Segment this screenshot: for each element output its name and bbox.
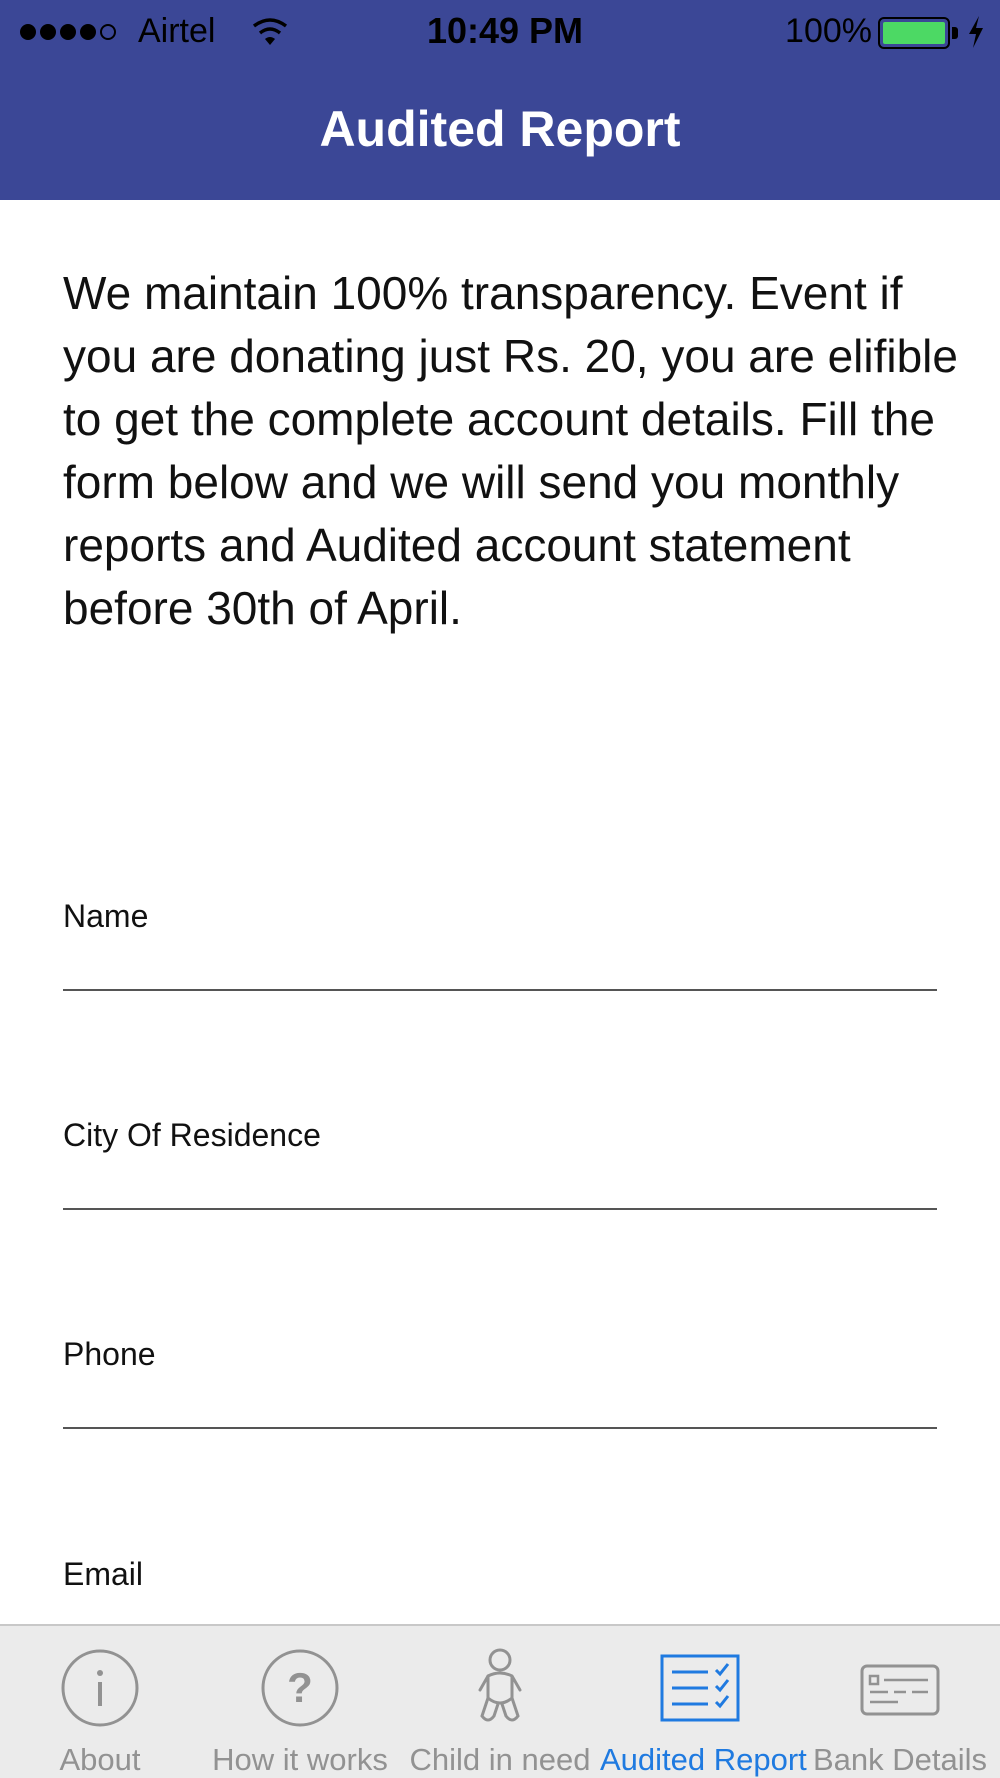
- page-title: Audited Report: [319, 101, 681, 157]
- tab-audited-report-label: Audited Report: [600, 1742, 807, 1777]
- name-input[interactable]: [63, 953, 937, 991]
- phone-input[interactable]: [63, 1391, 937, 1429]
- svg-text:?: ?: [287, 1664, 313, 1711]
- battery-percentage: 100%: [785, 12, 872, 50]
- phone-field-label: Phone: [63, 1336, 156, 1372]
- bank-card-icon: [858, 1646, 942, 1730]
- city-field: [63, 1117, 937, 1210]
- city-input[interactable]: [63, 1172, 937, 1210]
- tab-about[interactable]: [0, 1626, 200, 1778]
- intro-text: We maintain 100% transparency. Event if you are donating just Rs. 20, you are elifible to get the complete account details. Fill the form below and we will send you monthly reports and Audited account statement before 30th of April.: [63, 267, 958, 634]
- name-field-label: Name: [63, 898, 149, 934]
- status-time: 10:49 PM: [426, 10, 584, 51]
- checklist-icon: [658, 1646, 742, 1730]
- tab-audited-report[interactable]: [600, 1626, 807, 1778]
- city-field-label: City Of Residence: [63, 1117, 321, 1153]
- charging-bolt-icon: [966, 14, 986, 55]
- tab-bank-details[interactable]: [800, 1626, 1000, 1778]
- header-bar: [0, 0, 1000, 200]
- battery-icon: [878, 17, 950, 49]
- tab-bar: [0, 1624, 1000, 1778]
- tab-child-in-need[interactable]: [400, 1626, 600, 1778]
- tab-bank-details-label: Bank Details: [812, 1742, 988, 1777]
- phone-field: [63, 1336, 937, 1429]
- tab-child-in-need-label: Child in need: [409, 1742, 591, 1777]
- tab-how-it-works[interactable]: [200, 1626, 400, 1778]
- question-circle-icon: [258, 1646, 342, 1730]
- email-field-label: Email: [63, 1556, 144, 1592]
- tab-how-it-works-label: How it works: [212, 1742, 388, 1777]
- status-bar: [0, 0, 1000, 64]
- baby-icon: [458, 1646, 542, 1730]
- carrier-name: Airtel: [138, 12, 216, 50]
- info-circle-icon: [58, 1646, 142, 1730]
- battery-nub: [952, 27, 958, 39]
- tab-about-label: About: [59, 1742, 141, 1777]
- name-field: [63, 898, 937, 991]
